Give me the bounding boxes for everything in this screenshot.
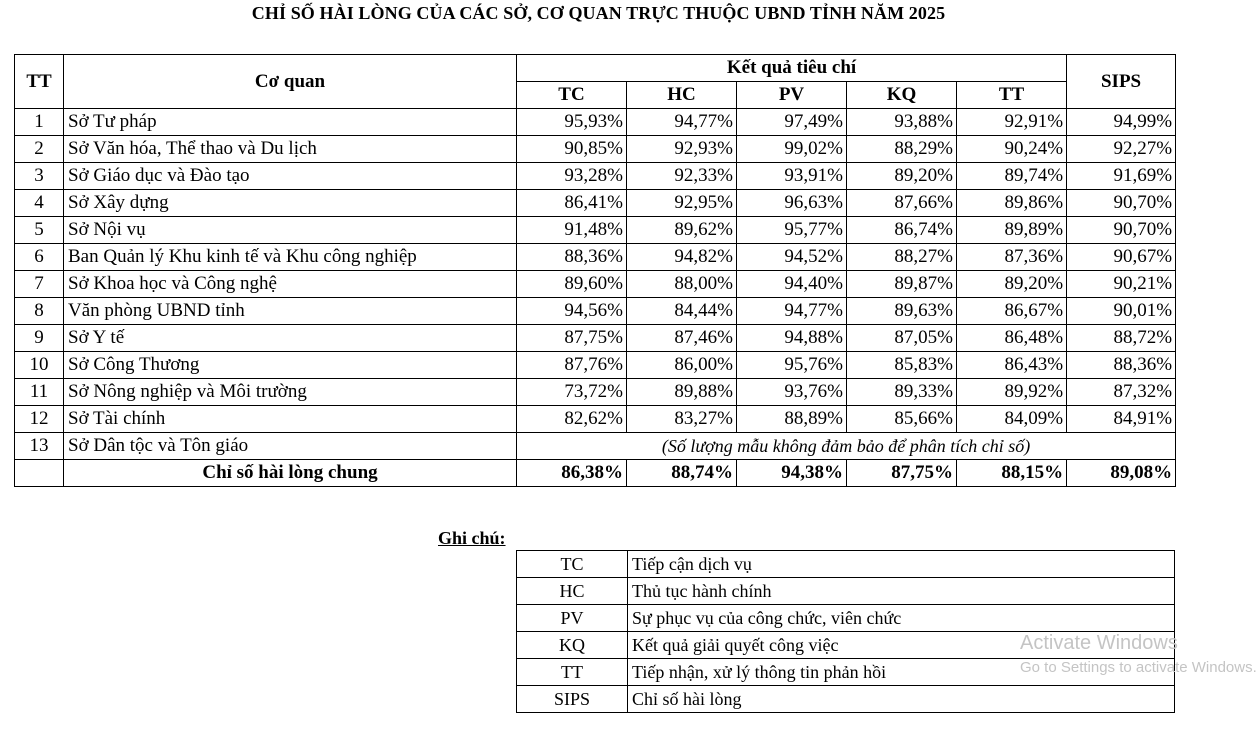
cell-tc: 88,36%: [517, 244, 627, 271]
cell-pv: 94,77%: [737, 298, 847, 325]
cell-tt: 5: [15, 217, 64, 244]
header-sips: SIPS: [1067, 55, 1176, 109]
cell-tt: 1: [15, 109, 64, 136]
cell-kq: 85,66%: [847, 406, 957, 433]
cell-agency: Sở Khoa học và Công nghệ: [64, 271, 517, 298]
cell-tc: 94,56%: [517, 298, 627, 325]
table-row: [15, 217, 1176, 244]
activate-windows-watermark: [1020, 632, 1257, 676]
cell-tc: 89,60%: [517, 271, 627, 298]
cell-pv: 95,77%: [737, 217, 847, 244]
cell-tt: 8: [15, 298, 64, 325]
cell-tc: 87,75%: [517, 325, 627, 352]
cell-hc: 87,46%: [627, 325, 737, 352]
cell-hc: 94,77%: [627, 109, 737, 136]
cell-tt-criteria: 89,20%: [957, 271, 1067, 298]
cell-kq: 88,29%: [847, 136, 957, 163]
cell-hc: 92,33%: [627, 163, 737, 190]
cell-hc: 89,62%: [627, 217, 737, 244]
cell-kq: 89,20%: [847, 163, 957, 190]
table-row: [15, 109, 1176, 136]
legend-code: SIPS: [517, 686, 628, 713]
cell-kq: 89,87%: [847, 271, 957, 298]
cell-pv: 93,76%: [737, 379, 847, 406]
cell-tt-criteria: 89,92%: [957, 379, 1067, 406]
cell-tt: 7: [15, 271, 64, 298]
legend-code: TC: [517, 551, 628, 578]
cell-tc: 95,93%: [517, 109, 627, 136]
cell-pv: 88,89%: [737, 406, 847, 433]
cell-tt-empty: [15, 460, 64, 487]
cell-insufficient-sample-note: (Số lượng mẫu không đảm bảo để phân tích chỉ số): [517, 433, 1176, 460]
header-tt-criteria: TT: [957, 82, 1067, 109]
legend-code: PV: [517, 605, 628, 632]
table-row: [15, 406, 1176, 433]
cell-hc: 92,95%: [627, 190, 737, 217]
cell-sips: 88,72%: [1067, 325, 1176, 352]
table-row: [15, 325, 1176, 352]
cell-tc: 82,62%: [517, 406, 627, 433]
header-pv: PV: [737, 82, 847, 109]
cell-total-hc: 88,74%: [627, 460, 737, 487]
header-hc: HC: [627, 82, 737, 109]
watermark-line-1: Activate Windows: [1020, 632, 1178, 654]
cell-kq: 86,74%: [847, 217, 957, 244]
header-criteria-group: Kết quả tiêu chí: [517, 55, 1067, 82]
table-row: [15, 379, 1176, 406]
cell-tc: 93,28%: [517, 163, 627, 190]
cell-kq: 89,63%: [847, 298, 957, 325]
cell-sips: 90,67%: [1067, 244, 1176, 271]
table-row: [15, 298, 1176, 325]
cell-pv: 94,40%: [737, 271, 847, 298]
header-kq: KQ: [847, 82, 957, 109]
cell-tt-criteria: 84,09%: [957, 406, 1067, 433]
cell-hc: 84,44%: [627, 298, 737, 325]
cell-total-label: Chỉ số hài lòng chung: [64, 460, 517, 487]
cell-pv: 96,63%: [737, 190, 847, 217]
table-row: [15, 190, 1176, 217]
cell-agency: Sở Tư pháp: [64, 109, 517, 136]
cell-hc: 83,27%: [627, 406, 737, 433]
cell-tc: 73,72%: [517, 379, 627, 406]
cell-tt-criteria: 86,43%: [957, 352, 1067, 379]
legend-code: TT: [517, 659, 628, 686]
cell-tt: 6: [15, 244, 64, 271]
cell-tt: 9: [15, 325, 64, 352]
legend-description: Thủ tục hành chính: [628, 578, 1175, 605]
cell-kq: 88,27%: [847, 244, 957, 271]
cell-sips: 90,70%: [1067, 190, 1176, 217]
cell-tt: 2: [15, 136, 64, 163]
satisfaction-table: [14, 54, 1176, 487]
cell-tt: 3: [15, 163, 64, 190]
cell-tt-criteria: 92,91%: [957, 109, 1067, 136]
cell-kq: 85,83%: [847, 352, 957, 379]
legend-description: Sự phục vụ của công chức, viên chức: [628, 605, 1175, 632]
cell-kq: 89,33%: [847, 379, 957, 406]
cell-sips: 88,36%: [1067, 352, 1176, 379]
watermark-line-2: Go to Settings to activate Windows.: [1020, 659, 1257, 676]
cell-sips: 94,99%: [1067, 109, 1176, 136]
table-row-13: [15, 433, 1176, 460]
cell-hc: 86,00%: [627, 352, 737, 379]
cell-tt: 12: [15, 406, 64, 433]
cell-agency: Sở Nông nghiệp và Môi trường: [64, 379, 517, 406]
cell-sips: 92,27%: [1067, 136, 1176, 163]
table-row-total: [15, 460, 1176, 487]
cell-kq: 93,88%: [847, 109, 957, 136]
cell-tt-criteria: 86,48%: [957, 325, 1067, 352]
cell-pv: 95,76%: [737, 352, 847, 379]
cell-sips: 84,91%: [1067, 406, 1176, 433]
cell-tt-criteria: 90,24%: [957, 136, 1067, 163]
cell-total-pv: 94,38%: [737, 460, 847, 487]
cell-tt-criteria: 87,36%: [957, 244, 1067, 271]
cell-agency: Sở Nội vụ: [64, 217, 517, 244]
cell-total-tt: 88,15%: [957, 460, 1067, 487]
cell-agency: Sở Y tế: [64, 325, 517, 352]
header-tt: TT: [15, 55, 64, 109]
cell-tt-criteria: 89,89%: [957, 217, 1067, 244]
legend-description: Tiếp nhận, xử lý thông tin phản hồi: [628, 659, 1175, 686]
table-row: [15, 163, 1176, 190]
cell-agency: Văn phòng UBND tỉnh: [64, 298, 517, 325]
cell-tt-criteria: 89,74%: [957, 163, 1067, 190]
legend-label: Ghi chú:: [438, 528, 506, 548]
cell-agency: Sở Giáo dục và Đào tạo: [64, 163, 517, 190]
cell-kq: 87,05%: [847, 325, 957, 352]
legend-description: Kết quả giải quyết công việc: [628, 632, 1175, 659]
cell-pv: 94,52%: [737, 244, 847, 271]
legend-code: HC: [517, 578, 628, 605]
header-tc: TC: [517, 82, 627, 109]
cell-sips: 91,69%: [1067, 163, 1176, 190]
cell-agency: Ban Quản lý Khu kinh tế và Khu công nghiệp: [64, 244, 517, 271]
cell-hc: 92,93%: [627, 136, 737, 163]
cell-hc: 94,82%: [627, 244, 737, 271]
cell-tt-criteria: 86,67%: [957, 298, 1067, 325]
cell-sips: 90,21%: [1067, 271, 1176, 298]
cell-pv: 94,88%: [737, 325, 847, 352]
legend-row: [517, 551, 1175, 578]
cell-agency: Sở Công Thương: [64, 352, 517, 379]
cell-agency: Sở Dân tộc và Tôn giáo: [64, 433, 517, 460]
legend-code: KQ: [517, 632, 628, 659]
cell-tc: 90,85%: [517, 136, 627, 163]
table-row: [15, 136, 1176, 163]
legend-description: Chỉ số hài lòng: [628, 686, 1175, 713]
cell-tt: 10: [15, 352, 64, 379]
cell-total-kq: 87,75%: [847, 460, 957, 487]
table-row: [15, 352, 1176, 379]
cell-pv: 93,91%: [737, 163, 847, 190]
cell-sips: 90,70%: [1067, 217, 1176, 244]
legend-row: [517, 686, 1175, 713]
cell-kq: 87,66%: [847, 190, 957, 217]
cell-pv: 97,49%: [737, 109, 847, 136]
cell-tc: 87,76%: [517, 352, 627, 379]
cell-tt: 4: [15, 190, 64, 217]
cell-agency: Sở Văn hóa, Thể thao và Du lịch: [64, 136, 517, 163]
cell-tc: 91,48%: [517, 217, 627, 244]
legend-row: [517, 605, 1175, 632]
cell-pv: 99,02%: [737, 136, 847, 163]
legend-row: [517, 578, 1175, 605]
header-agency: Cơ quan: [64, 55, 517, 109]
cell-agency: Sở Xây dựng: [64, 190, 517, 217]
cell-agency: Sở Tài chính: [64, 406, 517, 433]
cell-tt-criteria: 89,86%: [957, 190, 1067, 217]
legend-description: Tiếp cận dịch vụ: [628, 551, 1175, 578]
cell-sips: 90,01%: [1067, 298, 1176, 325]
page-title: CHỈ SỐ HÀI LÒNG CỦA CÁC SỞ, CƠ QUAN TRỰC THUỘC UBND TỈNH NĂM 2025: [251, 3, 946, 23]
cell-tc: 86,41%: [517, 190, 627, 217]
cell-hc: 88,00%: [627, 271, 737, 298]
cell-tt: 13: [15, 433, 64, 460]
table-row: [15, 271, 1176, 298]
cell-hc: 89,88%: [627, 379, 737, 406]
cell-tt: 11: [15, 379, 64, 406]
table-row: [15, 244, 1176, 271]
cell-total-sips: 89,08%: [1067, 460, 1176, 487]
cell-total-tc: 86,38%: [517, 460, 627, 487]
cell-sips: 87,32%: [1067, 379, 1176, 406]
